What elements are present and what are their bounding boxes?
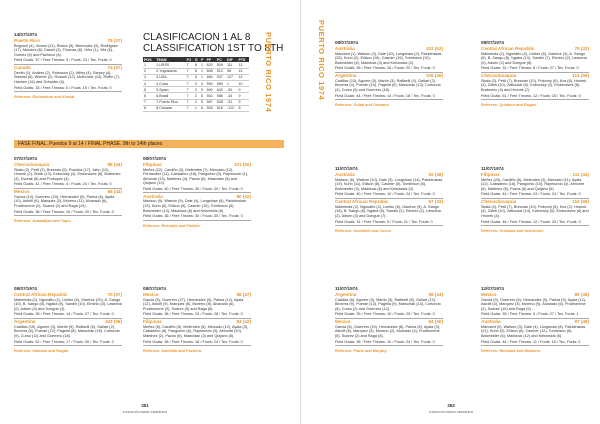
referees: Referees: Dvořáček and Cuevo. [335,229,392,234]
table-cell: 506 [206,105,216,111]
table-cell: 7 [186,99,194,105]
game-date: 08/07/1974 [143,286,166,291]
player-list: Meñez (22), Cardiño (3), Melendes (7), Mercado (12), Fernandez (11), Cabadeno (18), Pangomio (9), Raymundo (1), Almonte (13), Martinez (4), Pazos (6), Maavidan (8) and Quijano (10). [143,167,249,186]
table-cell: 589 [216,81,226,87]
team-score: 102 (53) [425,46,443,51]
player-list: Madson (9), Watson (9), Dale (4), Longshaw (6), Palubinskas (19), Kuhn (6), Ellison (6), Casmirr (15), Tomlinson (6), Batchelder (13), Maddock (6) and Kelsinskis (6). [143,199,247,213]
team-name: Canada [14,65,31,71]
team-score: 105 (46) [425,73,443,79]
table-cell: 7 [143,99,155,105]
table-cell: 10 [237,81,249,87]
team-score: 103 (56) [104,319,122,325]
table-cell: 5 [143,87,155,93]
player-list: Mandant (1), Watson (3), Dale (10), Longshaw (2), Palubinskas (26), Kuhn (2), Ellison (16), Casmirr (15), Tomlinson (10), Batchelder (6), Maddock (4) and Kelsinskis (2). [335,51,442,65]
team-score: 113 (59) [572,73,589,79]
game-stats: Field Goals: 51 / Free Throws: 12 / Fouls: 15 / Tec. Fouls: 0 [481,94,589,101]
table-cell: -51 [226,99,237,105]
game-date: 08/07/1974 [481,40,504,45]
team-name: Checoslovaquia [14,162,50,167]
team-score: 70 (32) [574,46,589,51]
player-list: Garcia (6), Guerrero (20), Hernandez (8), Palma (6), Ayala (3), Astolfi (6), Marquez (3), Moreno (2), Alvarado (4), Prudhomme (6), Suarez (2) and Raga (8). [335,324,441,339]
classification-title: CLASIFICACION 1 AL 8 [143,32,251,43]
table-cell: 587 [206,99,216,105]
table-cell: 2 [194,99,200,105]
team-score: 67 (33) [428,199,443,205]
game-date: 11/07/1974 [335,166,358,171]
table-cell: 5 [200,93,206,99]
team-name: Mexico [143,292,159,297]
game-block [481,166,589,233]
table-cell: 13 [237,68,249,74]
table-cell: 6 [143,93,155,99]
table-cell: 510 [216,68,226,74]
team-name: Australia [481,319,501,325]
game-stats: Field Goals: 31 / Free Throws: 5 / Fouls: 21 / Tec. Fouls: 0 [335,220,443,227]
team-score: 86 (43) [107,189,122,195]
game-stats: Field Goals: 38 / Free Throws: 10 / Fouls: 24 / Tec. Fouls: 0 [335,340,443,347]
team-name: Filipinas [143,162,162,167]
table-cell: 1 [226,81,237,87]
game-block [143,286,251,353]
table-cell: 7 [186,105,194,111]
table-cell: 7.Puerto Rico [155,99,185,105]
game-date: 12/07/1974 [481,286,504,291]
table-header-cell: PF [206,57,216,62]
table-cell: 5 [200,99,206,105]
game-date: 11/07/1974 [335,286,358,291]
table-header-cell: POS [143,57,155,62]
table-cell: 2 [194,93,200,99]
table-header-cell: PTS [237,57,249,62]
game-block [335,166,443,233]
table-cell: 8 [143,105,155,111]
table-cell: 6 [194,74,200,80]
team-score: 92 (48) [428,172,443,177]
player-list: Skala (2), Pető (2), Bresnán (5), Ruzicka (17), Jahn (12), Hronek (2), Zidek (10), Kobovský (4), Endonaves (8), Brabenec (4), Dvorak (6) and Prokopec (4). [14,167,121,181]
table-cell: -34 [226,93,237,99]
team-score: 75 (37) [107,38,122,43]
player-list: Skala (2), Pető (7), Bresnán (10), Pokorný (6), Kos (6), Hronek (4), Zidek (10), Zatloukal (6), Kobovský (2), Endonaves (8), Brabenec (4) and Hronek (7). [481,78,587,93]
team-name: Australia [335,46,355,51]
game-stats: Field Goals: 46 / Free Throws: 12 / Fouls: 20 / Tec. Fouls: 0 [481,220,589,227]
table-cell: 3.USA [155,74,185,80]
table-cell: 2.Yugoslavia [155,68,185,74]
game-date: 07/07/1974 [14,156,37,161]
team-name: Mexico [14,189,30,195]
table-header-cell: P [200,57,206,62]
table-cell: 7 [186,68,194,74]
table-cell: 2 [194,87,200,93]
player-list: Madson (6), Watson (10), Dale (3), Longshaw (14), Palubinskas (19), Kuhn (11), Ellison (8), Casmirr (6), Tomlinson (6), Batchelder (3), Maddock (6) and Kelsinskis (2). [335,177,443,191]
game-block [14,286,122,353]
game-stats: Field Goals: 36 / Free Throws: 30 / Fouls: 30 / Tec. Fouls: 0 [143,214,251,221]
game-date: 08/07/1974 [143,156,166,161]
game-date: 08/07/1974 [335,40,358,45]
table-cell: 7 [186,93,194,99]
game-block [14,156,122,223]
player-list: Garcia (5), Guerrero (27), Hernandez (5), Palma (12), Ayala (12), Astolfi (9), Marquez (6), Moreno (8), Alvarado (6), Prudhomme (0), Suarez (5) and Raga (8). [143,297,244,311]
team-name: Australia [335,172,355,177]
table-cell: 590 [206,87,216,93]
table-cell: 4.Cuba [155,81,185,87]
team-name: Mexico [335,319,351,325]
player-list: Meñez (5), Cardiño (6), Melendes (5), Mercado (12), Ayala (3), Cabadeno (8), Pangomio (6), Raymundo (3), Almonte (10), Martinez (2), Pazos (6), Maavidan (3) and Quijano (8). [143,324,249,339]
team-score: 98 (44) [428,292,443,297]
game-stats: Field Goals: 28 / Free Throws: 14 / Fouls: 27 / Tec. Fouls: 0 [14,312,122,319]
team-score: 101 (50) [233,162,251,167]
vertical-title: PUERTO RICO 1974 [264,32,273,113]
team-name: Argentina [14,319,36,325]
table-cell: 7 [186,81,194,87]
table-cell: 618 [216,105,226,111]
table-cell: 111 [226,62,237,68]
table-cell: 127 [226,74,237,80]
table-cell: 6 [200,105,206,111]
page-number: 352 [447,403,455,408]
foundation-footer: FUNDACIÓN PEDRO FERRÁNDIZ [428,410,474,414]
referees: Referees: Gulati and Ortmann. [335,103,390,108]
game-block [481,286,589,353]
game-stats: Field Goals: 35 / Free Throws: 16 / Fouls: 22 / Tec. Fouls: 0 [335,66,443,73]
game-block [481,40,589,107]
table-cell: 7 [186,62,194,68]
table-cell: 552 [206,93,216,99]
team-score: 80 (42) [236,193,251,199]
player-list: Maliminda (2), Ngonafio (4), Limbio (6), Gambor (4), A. Sango (6), B. Sango (8), Ngaba (10), Sandin (7), Elminio (2), Lawrana (0), Adsen (2) and Dongue (8). [481,51,587,65]
team-name: Checoslovaquia [481,199,517,205]
table-cell: 640 [216,87,226,93]
team-name: Puerto Rico [14,38,40,43]
game-stats: Field Goals: 41 / Free Throws: 4 / Fouls: 24 / Tec. Fouls: 0 [14,182,122,189]
referees: Referees: Richardson and Kirana. [14,95,75,100]
player-list: Cadillac (10), Aguirre (3), Martin (5), Raffaelli (6), Gallart (2), Becerra (6), Puerari (12), Pagella (8), Marschak (18), Cortondo (9), Curso (11) and Guerrero (18). [14,324,120,339]
table-cell: 6 [194,62,200,68]
team-score: 88 (47) [236,292,251,297]
player-list: Cadillac (13), Aguirre (3), Martin (3), Raffaelli (4), Gallart (2), Becerra (4), Puerari (10), Pagella (6), Marschak (13), Cortondo (4), Curso (6) and Guerrero (18). [335,78,441,93]
table-cell: 98 [226,68,237,74]
table-header-cell: DIF [226,57,237,62]
game-block [143,156,251,228]
table-cell: 537 [216,74,226,80]
table-cell: 664 [206,74,216,80]
team-score: 86 (44) [107,162,122,167]
referees: Referees: Richards and Fischer. [143,223,201,228]
table-cell: -112 [226,105,237,111]
game-stats: Field Goals: 44 / Free Throws: 14 / Fouls: 18 / Tec. Fouls: 0 [335,94,443,101]
table-cell: 509 [216,62,226,68]
table-row [143,105,249,111]
table-cell: 1 [200,62,206,68]
game-stats: Field Goals: 40 / Free Throws: 10 / Fouls: 24 / Tec. Fouls: 0 [335,192,443,199]
game-block [335,40,443,107]
team-score: 84 (42) [236,319,251,325]
vertical-title: PUERTO RICO 1974 [317,20,326,101]
team-name: Australia [143,193,163,199]
game-stats: Field Goals: 50 / Free Throws: 30 / Fouls: 20 / Tec. Fouls: 0 [143,187,251,194]
game-stats: Field Goals: 39 / Free Throws: 10 / Fouls: 20 / Tec. Fouls: 0 [335,312,443,319]
team-name: Argentina [335,73,357,79]
game-date: 08/07/1974 [14,286,37,291]
team-score: 70 (37) [107,292,122,297]
game-stats: Field Goals: 38 / Free Throws: 23 / Fouls: 28 / Tec. Fouls: 0 [143,312,251,319]
referees: Referees: Zarebkin and Pachera. [143,349,202,354]
game-stats: Field Goals: 52 / Free Throws: 17 / Fouls: 30 / Tec. Fouls: 2 [14,340,122,347]
table-cell: 6.Brasil [155,93,185,99]
team-score: 84 (40) [428,319,443,325]
game-stats: Field Goals: 33 / Free Throws: 5 / Fouls: 15 / Tec. Fouls: 0 [14,86,122,93]
team-name: Central African Republic [335,199,389,205]
table-cell: 1 [200,68,206,74]
team-score: 74 (37) [107,65,122,71]
table-cell: 9 [237,87,249,93]
table-cell: 2 [143,68,155,74]
referees: Referees: Richards and Munkers. [481,349,542,354]
table-header-cell: PJ [186,57,194,62]
table-cell: 1.URSS [155,62,185,68]
table-cell: 5 [200,87,206,93]
player-list: Meñez (20), Cardiño (6), Melendes (3), Mercado (11), Ayala (12), Cabadeno (16), Pangomio (10), Raymundo (4), Almonte (6), Martinez (6), Pazos (6) and Quijano (6). [481,177,585,191]
table-cell: 13 [237,62,249,68]
player-list: Maliminda (2), Ngonafio (2), Limbio (8), Gambor (9), A. Sango (18), B. Sango (6), Ngaba (6), Sandin (2), Elminio (2), Lawrana (2), Adsen (3) and Dongue (7). [335,204,441,219]
player-list: Skala (2), Pető (7), Bresnán (10), Pokorný (6), Kos (2), Hronek (4), Zidek (10), Zatloukal (14), Kobovský (0), Endonaves (8) and Hronek (4). [481,204,589,219]
team-name: Filipinas [481,172,500,177]
right-page [300,0,600,424]
referees: Referees: Arabadjian and Topic. [14,219,72,224]
player-list: Garcia (9), Guerrero (6), Hernandez (0), Palma (9), Ayala (12), Astolfi (4), Marquez (3), Moreno (9), Alvarado (6), Prudhomme (2), Suarez (10) and Raga (9). [481,297,587,311]
team-score: 116 (65) [572,199,589,205]
referees: Referees: Plarts and Murphy. [335,349,388,354]
table-cell: 9 [237,99,249,105]
game-stats: Field Goals: 38 / Free Throws: 10 / Fouls: 20 / Tec. Fouls: 0 [14,210,122,217]
table-cell: 8.Canada [155,105,185,111]
player-list: Devlin (1), Anders (2), Robinson (2), Wiley (4), Stepey (4), Stewart (6), Wiener (2), Russell (12), McKenzie (14), Ruffin (7), Hansen (16) and Schuster (6). [14,70,121,85]
table-cell: 620 [206,62,216,68]
game-date: 11/07/1974 [481,166,504,171]
game-stats: Field Goals: 31 / Free Throws: 8 / Fouls: 27 / Tec. Fouls: 0 [481,66,589,73]
referees: Referees: Grinsaas and Schroeder. [481,229,545,234]
game-stats: Field Goals: 44 / Free Throws: 24 / Fouls: 24 / Tec. Fouls: 0 [481,192,589,199]
table-cell: 586 [216,93,226,99]
game-block [335,286,443,353]
table-cell: 3 [143,74,155,80]
player-list: Cadillac (6), Aguirre (4), Martin (3), Raffaelli (8), Gallart (12), Becerra (9), Puerari (13), Pagella (9), Marschak (14), Cortondo (6), Curso (2) and Guerrero (12). [335,297,441,311]
classification-subtitle: CLASSIFICATION 1ST TO 8TH [143,43,284,54]
table-cell: 1 [143,62,155,68]
team-score: 111 (44) [572,172,589,177]
page-number: 351 [141,403,149,408]
player-list: Brignoni (4), Vicens (11), Rivera (5), Bermudez (9), Rodriguez (17), Morales (8), Daniel (3), Thomas (8), Ortiz (1), Vilá (6), Gómez (6) and Pacheco (6). [14,43,118,57]
team-score: 89 (45) [574,292,589,297]
game-date: 14/07/1974 [14,32,37,37]
table-cell: 1 [194,105,200,111]
team-name: Argentina [335,292,357,297]
table-cell: 6 [194,68,200,74]
team-name: Checoslovaquia [481,73,517,79]
table-cell: 7 [186,87,194,93]
table-cell: 3 [194,81,200,87]
referees: Referees: Quintero and Rogan. [481,103,537,108]
table-cell: 590 [206,81,216,87]
team-score: 97 (48) [574,319,589,325]
player-list: Maliminda (2), Ngonafio (2), Limbio (6), Gambor (20), A. Sango (10), B. Sango (8), Ngaba (9), Sandin (10), Elminio (3), Lawrana (0), Adsen (0) and Dongue (3). [14,297,122,311]
table-cell: 9 [237,93,249,99]
game-stats: Field Goals: 37 / Free Throws: 9 / Fouls: 23 / Tec. Fouls: 0 [14,58,122,65]
table-header-cell: PC [216,57,226,62]
game-stats: Field Goals: 39 / Free Throws: 9 / Fouls: 27 / Tec. Fouls: 1 [481,312,589,319]
player-list: Mandant (0), Watson (3), Dale (4), Longshaw (8), Palubinskas (21), Kuhn (2), Ellison (6), Casmirr (12), Tomlinson (8), Batchelder (6), Maddock (12) and Kelsinskis (6). [481,324,586,339]
table-header-cell: TEAM [155,57,185,62]
section-band: FASE FINAL. Puestos 9 al 14 / FINAL PHASE. 9th to 14th places [14,140,284,148]
team-name: Filipinas [143,319,162,325]
referees: Referees: Galeano and Rogan. [14,349,70,354]
game-block [14,32,122,99]
table-cell: 7 [186,74,194,80]
team-name: Central African Republic [481,46,535,51]
table-cell: 8 [237,105,249,111]
table-cell: 4 [143,81,155,87]
foundation-footer: FUNDACIÓN PEDRO FERRÁNDIZ [122,410,168,414]
table-cell: 13 [237,74,249,80]
table-cell: 608 [206,68,216,74]
team-name: Mexico [481,292,497,297]
table-cell: 638 [216,99,226,105]
player-list: Garcia (10), Guerrero (20), Hernandez (5), Palma (6), Ayala (10), Astolfi (6), Marquez (2), Moreno (11), Alvarado (6), Prudhomme (2), Suarez (2) and Raga (10). [14,194,115,209]
table-cell: 1 [200,74,206,80]
team-name: Central African Republic [14,292,68,297]
classification-table [143,57,249,112]
game-stats: Field Goals: 38 / Free Throws: 18 / Fouls: 24 / Tec. Fouls: 0 [143,340,251,347]
game-stats: Field Goals: 44 / Free Throws: 11 / Fouls: 18 / Tec. Fouls: 0 [481,340,589,347]
table-cell: 5.Spain [155,87,185,93]
table-cell: 4 [200,81,206,87]
table-cell: -50 [226,87,237,93]
table-header-cell: G [194,57,200,62]
